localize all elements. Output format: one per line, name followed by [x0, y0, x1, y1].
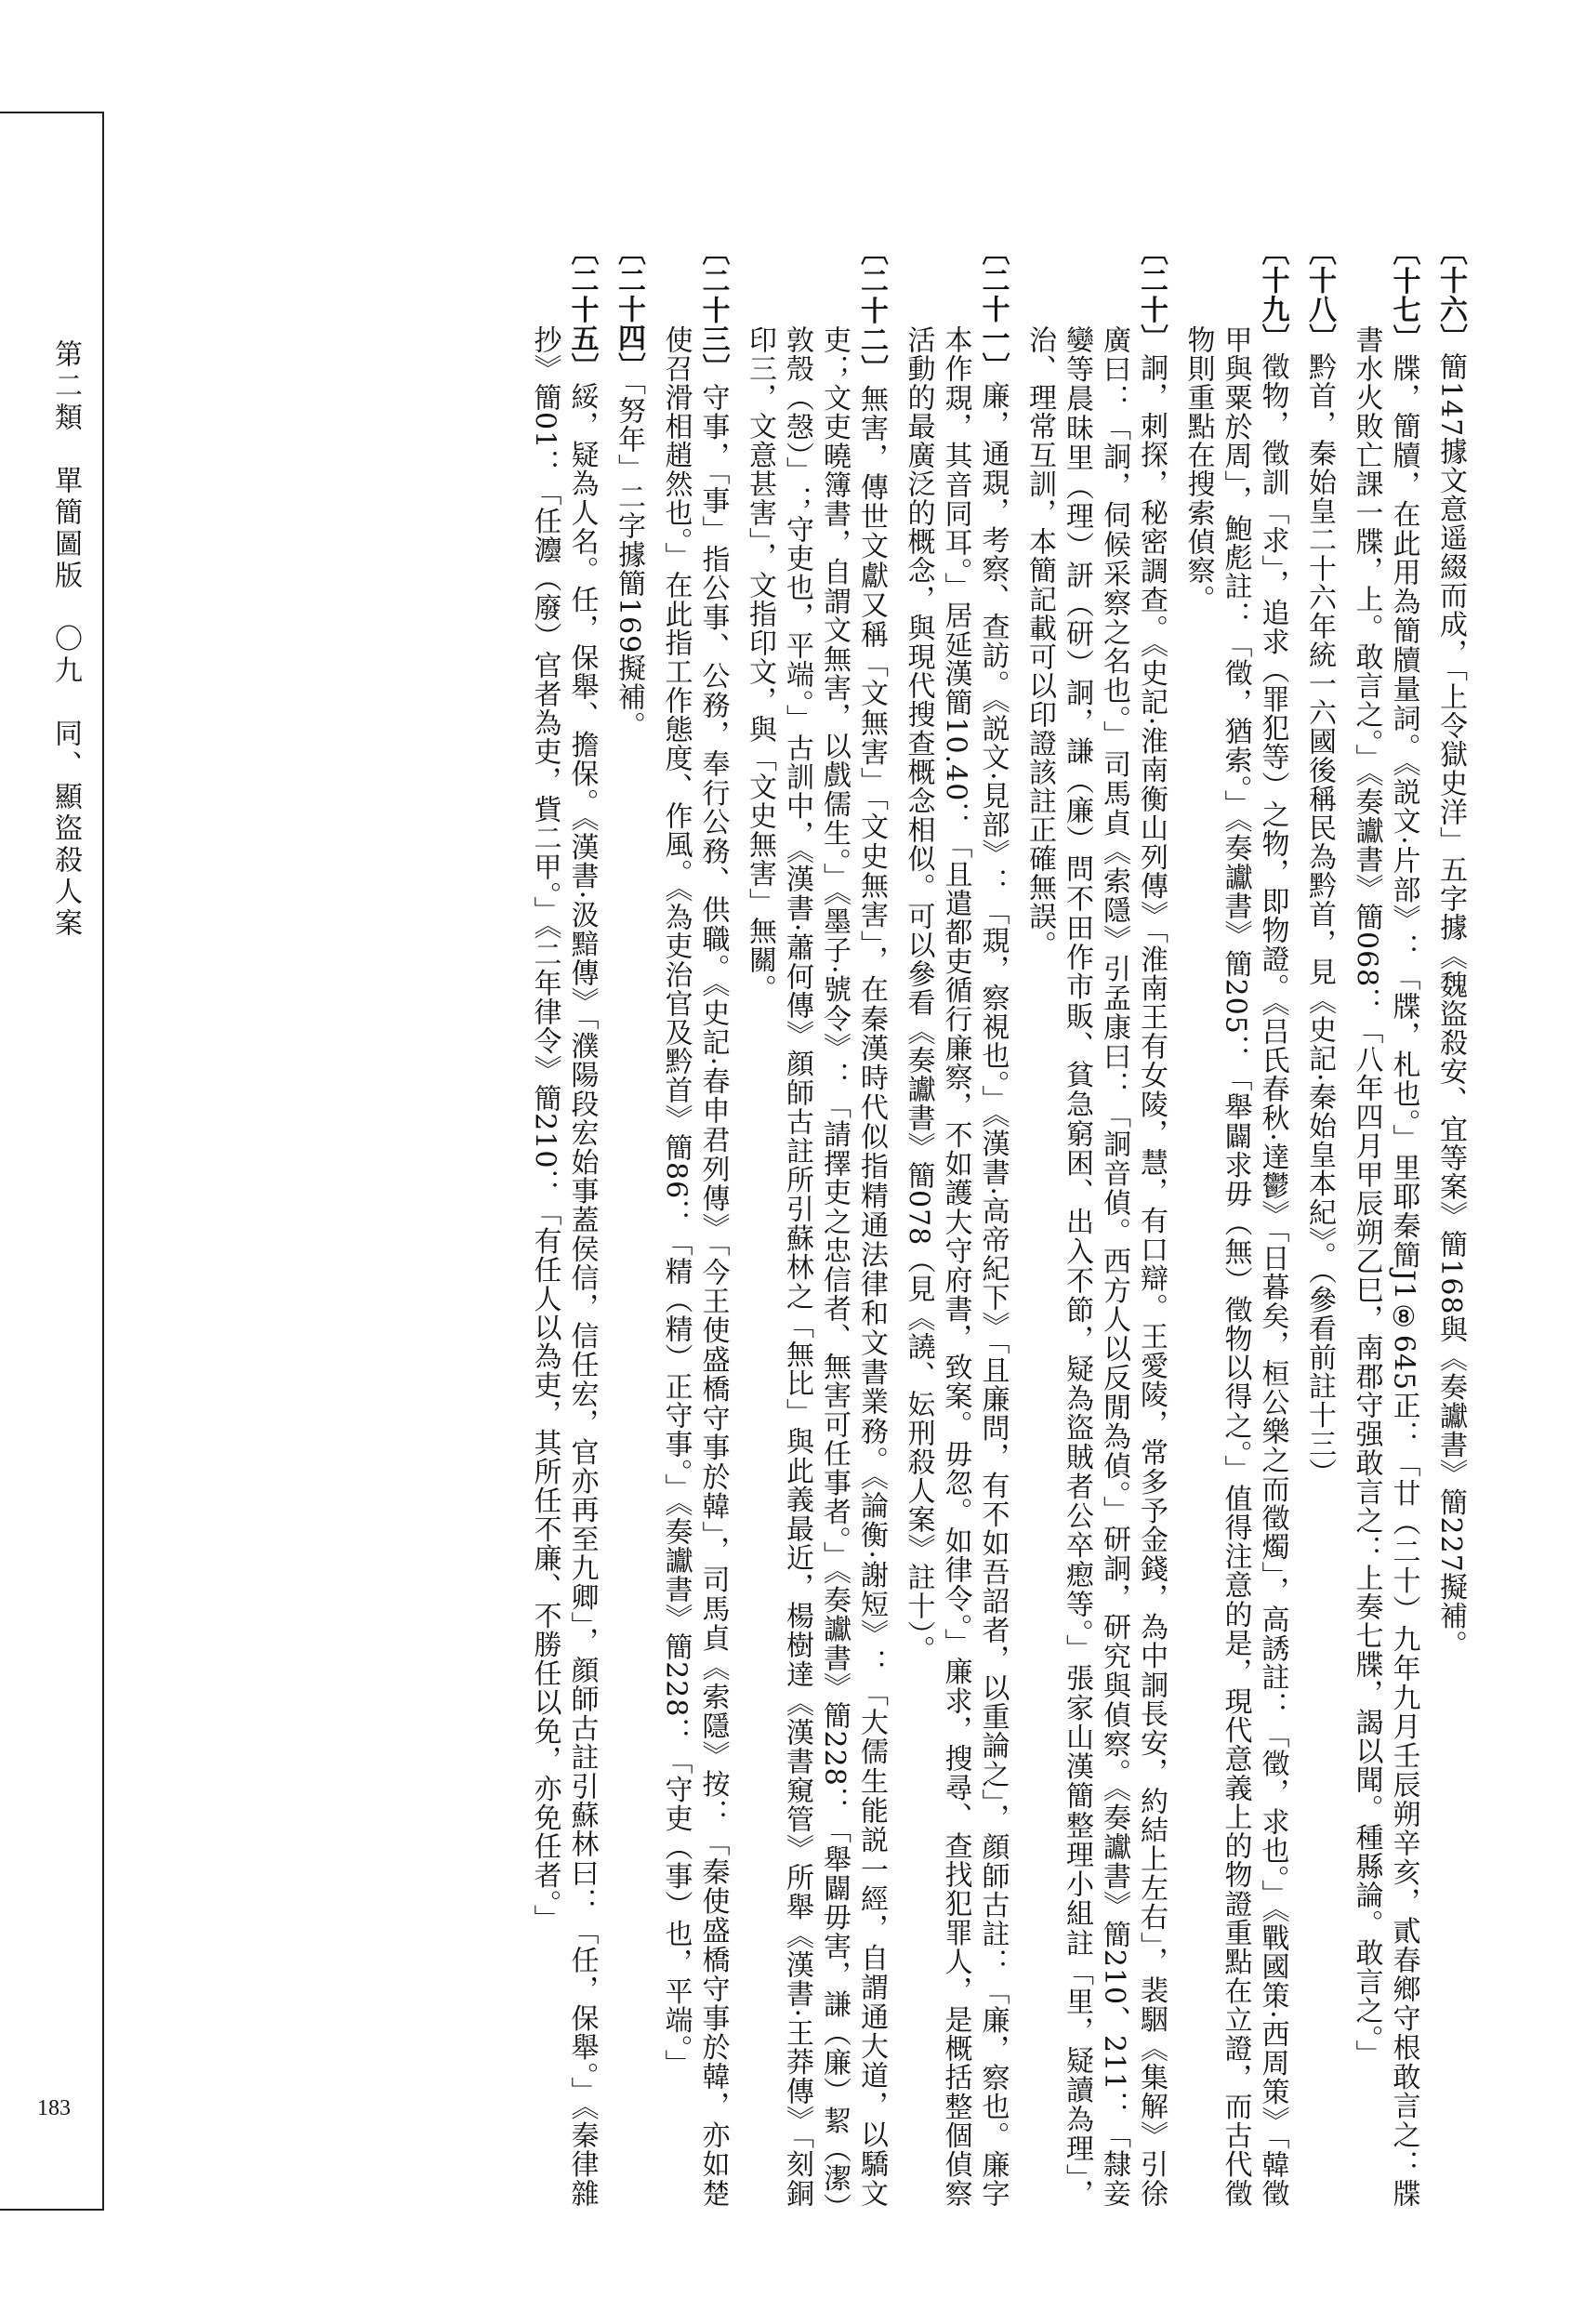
- note-text: 無害，傳世文獻又稱「文無害」「文史無害」，在秦漢時代似指精通法律和文書業務。《論衡·謝短》：「大儒生能説一經，自謂通大道，以驕文吏；文吏曉簿書，自謂文無害，以戲儒生。」《墨子·號令》：「請擇吏之忠信者、無害可任事者。」《奏讞書》簡228：「舉闢毋害，謙（廉）絜（潔）敦殼（愨）」；守吏也，平端。」古訓中，《漢書·蕭何傳》顔師古註所引蘇林之「無比」與此義最近，楊樹達《漢書窺管》所舉《漢書·王莽傳》「刻銅印三，文意甚害」，文指印文，與「文史無害」無關。: [744, 325, 888, 2208]
- note-label: 〔十七〕: [1387, 237, 1420, 354]
- note-label: 〔二十三〕: [696, 237, 730, 384]
- note-label: 〔二十四〕: [613, 237, 645, 381]
- note-label: 〔十九〕: [1256, 237, 1289, 353]
- note-23: [657, 237, 732, 2208]
- note-16: [1432, 237, 1469, 2208]
- page-number: 183: [37, 2096, 71, 2120]
- note-text: 守事，「事」指公事、公務，奉行公務、供職。《史記·春申君列傳》「今王使盛橋守事於韓」，司馬貞《索隱》按：「秦使盛橋守事於韓，亦如楚使召滑相趙然也。」在此指工作態度、作風。《為吏治官及黔首》簡86：「精（精）正守事。」《奏讞書》簡228：「守吏（事）也，平端。」: [659, 325, 730, 2208]
- note-text: 簡147據文意遥綴而成，「上令獄史洋」五字據《魏盜殺安、宜等案》簡168與《奏讞書》簡227擬補。: [1434, 352, 1467, 1659]
- note-text: 綏，疑為人名。任，保舉、擔保。《漢書·汲黯傳》「濮陽段宏始事蓋侯信，信任宏，官亦再至九卿」，顔師古註引蘇林曰：「任，保舉。」《秦律雜抄》簡01：「任灋（廢）官者為吏，貲二甲。」《二年律令》簡210：「有任人以為吏，其所任不廉、不勝任以免，亦免任者。」: [528, 325, 599, 2208]
- note-label: 〔二十一〕: [976, 237, 1010, 382]
- frame-top-rule: [0, 112, 104, 113]
- note-label: 〔二十二〕: [855, 237, 888, 385]
- note-label: 〔二十五〕: [565, 237, 599, 383]
- note-22: [741, 237, 890, 2208]
- note-text: 徵物，徵訓「求」，追求（罪犯等）之物，即物證。《吕氏春秋·達鬱》「日暮矣，桓公樂之而徵燭」，高誘註：「徵，求也。」《戰國策·西周策》「韓徵甲與粟於周」，鮑彪註：「徵，猶索。」《奏讞書》簡205：「舉闢求毋（無）徵物以得之。」值得注意的是，現代意義上的物證重點在立證，而古代徵物則重點在搜索偵察。: [1182, 325, 1289, 2208]
- note-20: [1021, 237, 1169, 2208]
- note-21: [900, 237, 1011, 2208]
- note-text: 詗，刺探，秘密調查。《史記·淮南衡山列傳》「淮南王有女陵，慧，有口辯。王愛陵，常多予金錢，為中詗長安，約結上左右」，裴駰《集解》引徐廣曰：「詗，伺候采察之名也。」司馬貞《索隱》引孟康曰：「詗音偵。西方人以反閒為偵。」研詗，研究與偵察。《奏讞書》簡210、211：「隸妾孌等晨昧里（理）訮（研）詗，謙（廉）問不田作市販、貧急窮困、出入不節，疑為盜賊者公卒瘛等。」張家山漢簡整理小組註「里，疑讀為理」，治、理常互訓，本簡記載可以印證該註正確無誤。: [1023, 325, 1168, 2208]
- running-head: 第二類 單簡圖版 〇九 同、顯盜殺人案: [49, 339, 82, 940]
- note-label: 〔十八〕: [1303, 237, 1336, 352]
- annotation-column-block: [186, 237, 1469, 2208]
- note-17: [1348, 237, 1422, 2208]
- note-25: [526, 237, 601, 2208]
- note-18: [1300, 237, 1338, 2208]
- note-text: 廉，通覝，考察、查訪。《説文·見部》：「覝，察視也。」《漢書·高帝紀下》「且廉問，有不如吾詔者，以重論之」，顔師古註：「廉，察也。廉字本作覝，其音同耳。」居延漢簡10.40：「且遣都吏循行廉察，不如護大守府書，致案。毋忽。如律令。」廉求，搜尋、查找犯罪人，是概括整個偵察活動的最廣泛的概念，與現代搜查概念相似。可以參看《奏讞書》簡078（見《譊、妘刑殺人案》註十）。: [902, 325, 1010, 2208]
- frame-bottom-rule: [0, 2209, 104, 2211]
- note-text: 黔首，秦始皇二十六年統一六國後稱民為黔首，見《史記·秦始皇本紀》。（參看前註十三）: [1303, 352, 1336, 1487]
- note-text: 牒，簡牘，在此用為簡牘量詞。《説文·片部》：「牒，札也。」里耶秦簡J1⑧645正：「廿（二十）九年九月壬辰朔辛亥，貳春鄉守根敢言之：牒書水火敗亡課一牒，上。敢言之。」《奏讞書》簡068：「八年四月甲辰朔乙巳，南郡守强敢言之：上奏七牒，謁以聞。種縣論。敢言之。」: [1350, 325, 1420, 2208]
- note-19: [1180, 237, 1291, 2208]
- note-text: 「努年」二字據簡169擬補。: [613, 381, 645, 741]
- note-label: 〔十六〕: [1434, 237, 1467, 352]
- note-label: 〔二十〕: [1135, 237, 1168, 353]
- frame-side-rail: [102, 112, 104, 2211]
- note-24: [610, 237, 647, 2208]
